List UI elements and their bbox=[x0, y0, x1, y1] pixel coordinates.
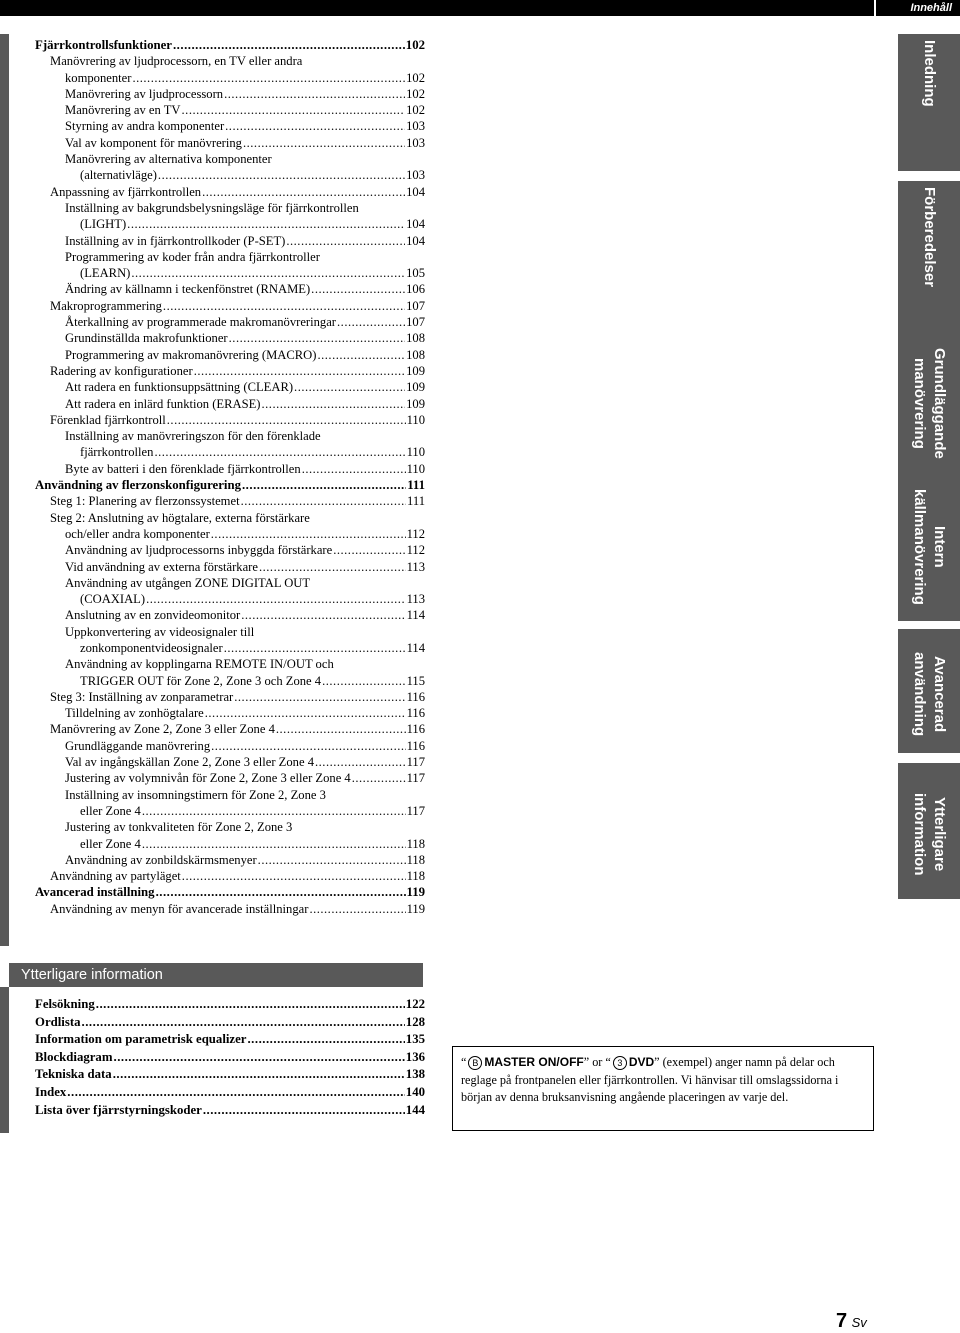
toc-entry-page: 111 bbox=[407, 494, 425, 509]
dot-leader bbox=[167, 412, 406, 428]
toc-entry-title: (COAXIAL) bbox=[80, 592, 146, 607]
dot-leader bbox=[337, 314, 405, 330]
dot-leader bbox=[194, 363, 405, 379]
dot-leader bbox=[234, 689, 405, 705]
toc-entry-page: 102 bbox=[405, 38, 425, 52]
toc-entry[interactable] bbox=[35, 477, 425, 493]
dot-leader bbox=[67, 1084, 405, 1102]
toc-entry-title: Felsökning bbox=[35, 996, 96, 1014]
dot-leader bbox=[241, 607, 405, 623]
toc-entry-title: eller Zone 4 bbox=[80, 803, 141, 818]
dot-leader bbox=[142, 836, 406, 852]
toc-entry[interactable] bbox=[35, 803, 425, 819]
toc-entry-title: Tekniska data bbox=[35, 1066, 113, 1084]
toc-entry[interactable] bbox=[35, 787, 425, 803]
circle-number-icon: 3 bbox=[613, 1056, 627, 1070]
toc-entry-title: (LEARN) bbox=[80, 266, 131, 281]
chapter-tab-label: Inledning bbox=[921, 40, 938, 107]
toc-entry[interactable] bbox=[35, 1102, 425, 1120]
dot-leader bbox=[317, 347, 405, 363]
toc-entry-title: Tilldelning av zonhögtalare bbox=[65, 706, 204, 721]
toc-entry-title: Förenklad fjärrkontroll bbox=[50, 412, 166, 427]
dot-leader bbox=[309, 901, 405, 917]
toc-entry-page: 140 bbox=[405, 1084, 425, 1099]
dot-leader bbox=[258, 852, 406, 868]
dot-leader bbox=[156, 884, 406, 900]
note-box bbox=[452, 1046, 874, 1131]
toc-entry-title: och/eller andra komponenter bbox=[65, 526, 210, 541]
toc-entry[interactable] bbox=[35, 754, 425, 770]
toc-entry[interactable] bbox=[35, 444, 425, 460]
toc-entry[interactable] bbox=[35, 412, 425, 428]
header-bar bbox=[0, 0, 960, 16]
dot-leader bbox=[225, 118, 405, 134]
toc-entry-page: 138 bbox=[405, 1067, 425, 1082]
toc-entry[interactable] bbox=[35, 151, 425, 167]
dot-leader bbox=[322, 673, 405, 689]
dot-leader bbox=[142, 803, 406, 819]
toc-entry-page: 109 bbox=[406, 363, 425, 378]
toc-entry-title: Återkallning av programmerade makromanövreringar bbox=[65, 315, 337, 330]
chapter-tab[interactable] bbox=[898, 325, 960, 475]
toc-entry-title: Steg 1: Planering av flerzonssystemet bbox=[50, 494, 240, 509]
toc-entry[interactable] bbox=[35, 901, 425, 917]
toc-entry[interactable] bbox=[35, 1049, 425, 1067]
toc-entry-title: Användning av flerzonskonfigurering bbox=[35, 478, 241, 493]
dot-leader bbox=[229, 330, 405, 346]
toc-entry-title: Inställning av insomningstimern för Zone 2, Zone 3 bbox=[65, 787, 326, 802]
toc-entry-title: Användning av partyläget bbox=[50, 869, 181, 884]
toc-entry-title: Anpassning av fjärrkontrollen bbox=[50, 184, 202, 199]
dot-leader bbox=[286, 233, 405, 249]
dot-leader bbox=[182, 102, 406, 118]
toc-entry-page: 104 bbox=[406, 217, 425, 232]
toc-entry-title: Programmering av koder från andra fjärrkontroller bbox=[65, 249, 320, 264]
toc-entry[interactable] bbox=[35, 656, 425, 672]
toc-entry-title: Steg 2: Anslutning av högtalare, externa förstärkare bbox=[50, 510, 310, 525]
toc-entry-title: Vid användning av externa förstärkare bbox=[65, 559, 258, 574]
dot-leader bbox=[173, 37, 405, 53]
toc-entry-title: Manövrering av ljudprocessorn bbox=[65, 86, 224, 101]
toc-entry-page: 110 bbox=[406, 445, 425, 460]
toc-entry-page: 110 bbox=[406, 461, 425, 476]
section-title: Innehåll bbox=[876, 0, 960, 16]
toc-entry-page: 117 bbox=[406, 755, 425, 770]
toc-entry[interactable] bbox=[35, 624, 425, 640]
toc-entry-title: Uppkonvertering av videosignaler till bbox=[65, 624, 255, 639]
dot-leader bbox=[182, 868, 406, 884]
toc-entry-page: 116 bbox=[406, 689, 425, 704]
page-lang: Sv bbox=[851, 1315, 867, 1330]
toc-entry[interactable] bbox=[35, 1014, 425, 1032]
toc-entry-title: Användning av utgången ZONE DIGITAL OUT bbox=[65, 575, 311, 590]
toc-entry[interactable] bbox=[35, 526, 425, 542]
toc-entry[interactable] bbox=[35, 184, 425, 200]
left-margin-bar bbox=[0, 34, 9, 946]
dot-leader bbox=[241, 493, 406, 509]
toc-entry[interactable] bbox=[35, 493, 425, 509]
toc-entry[interactable] bbox=[35, 135, 425, 151]
toc-entry-title: Användning av ljudprocessorns inbyggda förstärkare bbox=[65, 543, 333, 558]
toc-entry-title: eller Zone 4 bbox=[80, 836, 141, 851]
note-quote: “ bbox=[461, 1055, 467, 1069]
left-margin-bar-lower bbox=[0, 987, 9, 1133]
toc-entry-page: 114 bbox=[406, 640, 425, 655]
toc-entry[interactable] bbox=[35, 852, 425, 868]
toc-entry-page: 107 bbox=[406, 298, 425, 313]
dot-leader bbox=[276, 721, 406, 737]
note-label-master: MASTER ON/OFF bbox=[484, 1055, 584, 1069]
toc-entry-title: Att radera en funktionsuppsättning (CLEAR) bbox=[65, 380, 294, 395]
toc-entry-title: Användning av kopplingarna REMOTE IN/OUT och bbox=[65, 657, 334, 672]
dot-leader bbox=[294, 379, 405, 395]
toc-entry-page: 119 bbox=[406, 901, 425, 916]
toc-entry[interactable] bbox=[35, 770, 425, 786]
toc-entry[interactable] bbox=[35, 868, 425, 884]
chapter-tab-label: Ytterligare bbox=[931, 796, 948, 872]
toc-entry[interactable] bbox=[35, 379, 425, 395]
toc-entry[interactable] bbox=[35, 1031, 425, 1049]
toc-entry-page: 116 bbox=[406, 722, 425, 737]
toc-entry-title: Justering av tonkvaliteten för Zone 2, Zone 3 bbox=[65, 820, 293, 835]
dot-leader bbox=[315, 754, 406, 770]
toc-entry-title: Justering av volymnivån för Zone 2, Zone 3 eller Zone 4 bbox=[65, 771, 351, 786]
toc-entry-page: 117 bbox=[406, 771, 425, 786]
toc-entry-page: 111 bbox=[407, 478, 425, 493]
dot-leader bbox=[205, 705, 406, 721]
toc-entry-title: Radering av konfigurationer bbox=[50, 363, 193, 378]
toc-entry-page: 113 bbox=[406, 592, 425, 607]
toc-entry-page: 136 bbox=[405, 1049, 425, 1064]
toc-entry[interactable] bbox=[35, 510, 425, 526]
dot-leader bbox=[82, 1014, 405, 1032]
dot-leader bbox=[211, 526, 406, 542]
toc-entry-page: 118 bbox=[406, 836, 425, 851]
dot-leader bbox=[352, 770, 406, 786]
toc-entry[interactable] bbox=[35, 428, 425, 444]
toc-entry-page: 106 bbox=[406, 282, 425, 297]
toc-entry-title: Användning av zonbildskärmsmenyer bbox=[65, 852, 257, 867]
toc-entry[interactable] bbox=[35, 721, 425, 737]
toc-entry[interactable] bbox=[35, 1066, 425, 1084]
page-number bbox=[836, 1310, 867, 1333]
toc-entry[interactable] bbox=[35, 86, 425, 102]
dot-leader bbox=[154, 444, 405, 460]
toc-entry-page: 122 bbox=[405, 997, 425, 1011]
toc-entry-title: Avancerad inställning bbox=[35, 885, 155, 900]
toc-entry-title: Ordlista bbox=[35, 1014, 82, 1032]
chapter-tab-label-2: information bbox=[911, 792, 928, 876]
chapter-tab[interactable] bbox=[898, 629, 960, 753]
toc-entry[interactable] bbox=[35, 591, 425, 607]
toc-entry-title: Grundläggande manövrering bbox=[65, 738, 211, 753]
toc-entry[interactable] bbox=[35, 705, 425, 721]
toc-entry-page: 116 bbox=[406, 738, 425, 753]
toc-entry[interactable] bbox=[35, 102, 425, 118]
toc-entry-page: 107 bbox=[406, 315, 425, 330]
toc-entry[interactable] bbox=[35, 314, 425, 330]
toc-entry-page: 109 bbox=[406, 380, 425, 395]
note-text: ” (exempel) anger namn på delar och reglage på frontpanelen eller fjärrkontrollen. Vi hänvisar till omslagssidorna i början av denna bruksanvisning angående placeringen av varje del. bbox=[461, 1055, 839, 1104]
chapter-tab[interactable] bbox=[898, 181, 960, 333]
dot-leader bbox=[163, 298, 405, 314]
dot-leader bbox=[158, 167, 405, 183]
dot-leader bbox=[302, 461, 406, 477]
chapter-tab-label-2: manövrering bbox=[911, 357, 928, 449]
toc-entry-title: Lista över fjärrstyrningskoder bbox=[35, 1102, 203, 1120]
toc-entry-page: 135 bbox=[405, 1032, 425, 1047]
table-of-contents-additional bbox=[35, 996, 425, 1119]
dot-leader bbox=[202, 184, 405, 200]
dot-leader bbox=[131, 265, 405, 281]
toc-entry[interactable] bbox=[35, 819, 425, 835]
toc-entry-title: zonkomponentvideosignaler bbox=[80, 640, 223, 655]
toc-entry-title: Index bbox=[35, 1084, 67, 1102]
toc-entry-page: 113 bbox=[406, 559, 425, 574]
toc-entry-title: Manövrering av alternativa komponenter bbox=[65, 152, 272, 167]
toc-entry-title: Byte av batteri i den förenklade fjärrkontrollen bbox=[65, 461, 301, 476]
toc-entry[interactable] bbox=[35, 330, 425, 346]
toc-entry-page: 102 bbox=[406, 70, 425, 85]
toc-entry[interactable] bbox=[35, 70, 425, 86]
toc-entry-page: 116 bbox=[406, 706, 425, 721]
toc-entry-page: 104 bbox=[406, 233, 425, 248]
toc-entry[interactable] bbox=[35, 265, 425, 281]
circle-letter-icon: B bbox=[468, 1056, 482, 1070]
toc-entry[interactable] bbox=[35, 281, 425, 297]
toc-entry-title: Styrning av andra komponenter bbox=[65, 119, 225, 134]
toc-entry-page: 109 bbox=[406, 396, 425, 411]
toc-entry[interactable] bbox=[35, 233, 425, 249]
toc-entry-title: Anslutning av en zonvideomonitor bbox=[65, 608, 241, 623]
toc-entry[interactable] bbox=[35, 53, 425, 69]
toc-entry-title: Grundinställda makrofunktioner bbox=[65, 331, 228, 346]
toc-entry[interactable] bbox=[35, 884, 425, 900]
toc-entry-title: Inställning av bakgrundsbelysningsläge för fjärrkontrollen bbox=[65, 200, 359, 215]
chapter-tab-label: Intern bbox=[931, 526, 948, 568]
toc-entry-title: Val av komponent för manövrering bbox=[65, 135, 242, 150]
toc-entry[interactable] bbox=[35, 167, 425, 183]
dot-leader bbox=[311, 281, 405, 297]
toc-entry-title: Blockdiagram bbox=[35, 1049, 114, 1067]
toc-entry[interactable] bbox=[35, 996, 425, 1014]
toc-entry-page: 119 bbox=[406, 885, 425, 900]
toc-entry[interactable] bbox=[35, 836, 425, 852]
toc-entry-title: (LIGHT) bbox=[80, 217, 127, 232]
toc-entry-title: TRIGGER OUT för Zone 2, Zone 3 och Zone 4 bbox=[80, 673, 322, 688]
toc-entry-page: 114 bbox=[406, 608, 425, 623]
toc-entry-title: Användning av menyn för avancerade inställningar bbox=[50, 901, 309, 916]
toc-entry-page: 118 bbox=[406, 869, 425, 884]
dot-leader bbox=[247, 1031, 404, 1049]
toc-entry-page: 102 bbox=[406, 86, 425, 101]
section-header: Ytterligare information bbox=[9, 963, 423, 987]
chapter-tab-label-2: källmanövrering bbox=[911, 489, 928, 605]
page-number-value: 7 bbox=[836, 1310, 848, 1332]
chapter-tab[interactable] bbox=[898, 763, 960, 899]
toc-entry-page: 104 bbox=[406, 184, 425, 199]
toc-entry[interactable] bbox=[35, 216, 425, 232]
dot-leader bbox=[242, 477, 406, 493]
note-mid: ” or “ bbox=[583, 1055, 611, 1069]
toc-entry-title: Steg 3: Inställning av zonparametrar bbox=[50, 689, 234, 704]
chapter-tab-label: Avancerad bbox=[931, 655, 948, 733]
toc-entry[interactable] bbox=[35, 363, 425, 379]
dot-leader bbox=[224, 86, 405, 102]
toc-entry-title: Manövrering av Zone 2, Zone 3 eller Zone 4 bbox=[50, 722, 275, 737]
toc-entry[interactable] bbox=[35, 298, 425, 314]
dot-leader bbox=[132, 70, 405, 86]
toc-entry-page: 115 bbox=[406, 673, 425, 688]
toc-entry[interactable] bbox=[35, 1084, 425, 1102]
chapter-tab[interactable] bbox=[898, 34, 960, 171]
toc-entry[interactable] bbox=[35, 249, 425, 265]
toc-entry-page: 108 bbox=[406, 331, 425, 346]
toc-entry-title: (alternativläge) bbox=[80, 168, 157, 183]
toc-entry-page: 112 bbox=[406, 543, 425, 558]
toc-entry-page: 102 bbox=[406, 103, 425, 118]
toc-entry[interactable] bbox=[35, 738, 425, 754]
chapter-tab-label: Grundläggande bbox=[931, 347, 948, 459]
dot-leader bbox=[259, 559, 406, 575]
toc-entry-title: Val av ingångskällan Zone 2, Zone 3 eller Zone 4 bbox=[65, 755, 314, 770]
toc-entry-page: 103 bbox=[406, 168, 425, 183]
toc-entry-page: 144 bbox=[405, 1102, 425, 1117]
toc-entry-title: Information om parametrisk equalizer bbox=[35, 1031, 247, 1049]
toc-entry-page: 103 bbox=[406, 119, 425, 134]
toc-entry-title: Makroprogrammering bbox=[50, 298, 162, 313]
toc-entry[interactable] bbox=[35, 607, 425, 623]
dot-leader bbox=[113, 1066, 405, 1084]
toc-entry-title: Att radera en inlärd funktion (ERASE) bbox=[65, 396, 261, 411]
toc-entry[interactable] bbox=[35, 673, 425, 689]
dot-leader bbox=[96, 996, 405, 1014]
toc-entry-page: 105 bbox=[406, 266, 425, 281]
dot-leader bbox=[243, 135, 405, 151]
toc-entry[interactable] bbox=[35, 689, 425, 705]
toc-entry[interactable] bbox=[35, 347, 425, 363]
toc-entry[interactable] bbox=[35, 200, 425, 216]
dot-leader bbox=[224, 640, 406, 656]
toc-entry[interactable] bbox=[35, 559, 425, 575]
toc-entry[interactable] bbox=[35, 118, 425, 134]
note-label-dvd: DVD bbox=[628, 1055, 655, 1069]
toc-entry[interactable] bbox=[35, 542, 425, 558]
chapter-tab-label: Förberedelser bbox=[921, 187, 938, 288]
toc-entry[interactable] bbox=[35, 640, 425, 656]
toc-entry[interactable] bbox=[35, 396, 425, 412]
toc-entry-page: 110 bbox=[406, 412, 425, 427]
dot-leader bbox=[146, 591, 406, 607]
dot-leader bbox=[262, 396, 406, 412]
dot-leader bbox=[211, 738, 405, 754]
toc-entry-title: Programmering av makromanövrering (MACRO) bbox=[65, 347, 317, 362]
toc-entry[interactable] bbox=[35, 461, 425, 477]
table-of-contents bbox=[35, 37, 425, 917]
toc-entry[interactable] bbox=[35, 37, 425, 53]
toc-entry-page: 128 bbox=[405, 1014, 425, 1029]
toc-entry-title: Manövrering av ljudprocessorn, en TV eller andra bbox=[50, 54, 303, 69]
toc-entry-title: Fjärrkontrollsfunktioner bbox=[35, 38, 172, 52]
toc-entry-title: komponenter bbox=[65, 70, 132, 85]
toc-entry-page: 117 bbox=[406, 803, 425, 818]
dot-leader bbox=[333, 542, 405, 558]
dot-leader bbox=[203, 1102, 405, 1120]
toc-entry[interactable] bbox=[35, 575, 425, 591]
toc-entry-title: Ändring av källnamn i teckenfönstret (RNAME) bbox=[65, 282, 311, 297]
toc-entry-title: Inställning av in fjärrkontrollkoder (P-SET) bbox=[65, 233, 286, 248]
toc-entry-page: 118 bbox=[406, 852, 425, 867]
chapter-tab[interactable] bbox=[898, 467, 960, 621]
toc-entry-page: 108 bbox=[406, 347, 425, 362]
toc-entry-page: 103 bbox=[406, 135, 425, 150]
toc-entry-title: Manövrering av en TV bbox=[65, 103, 181, 118]
chapter-tab-label-2: användning bbox=[911, 651, 928, 737]
toc-entry-title: fjärrkontrollen bbox=[80, 445, 154, 460]
dot-leader bbox=[127, 216, 405, 232]
toc-entry-page: 112 bbox=[406, 526, 425, 541]
dot-leader bbox=[114, 1049, 405, 1067]
toc-entry-title: Inställning av manövreringszon för den förenklade bbox=[65, 429, 321, 444]
